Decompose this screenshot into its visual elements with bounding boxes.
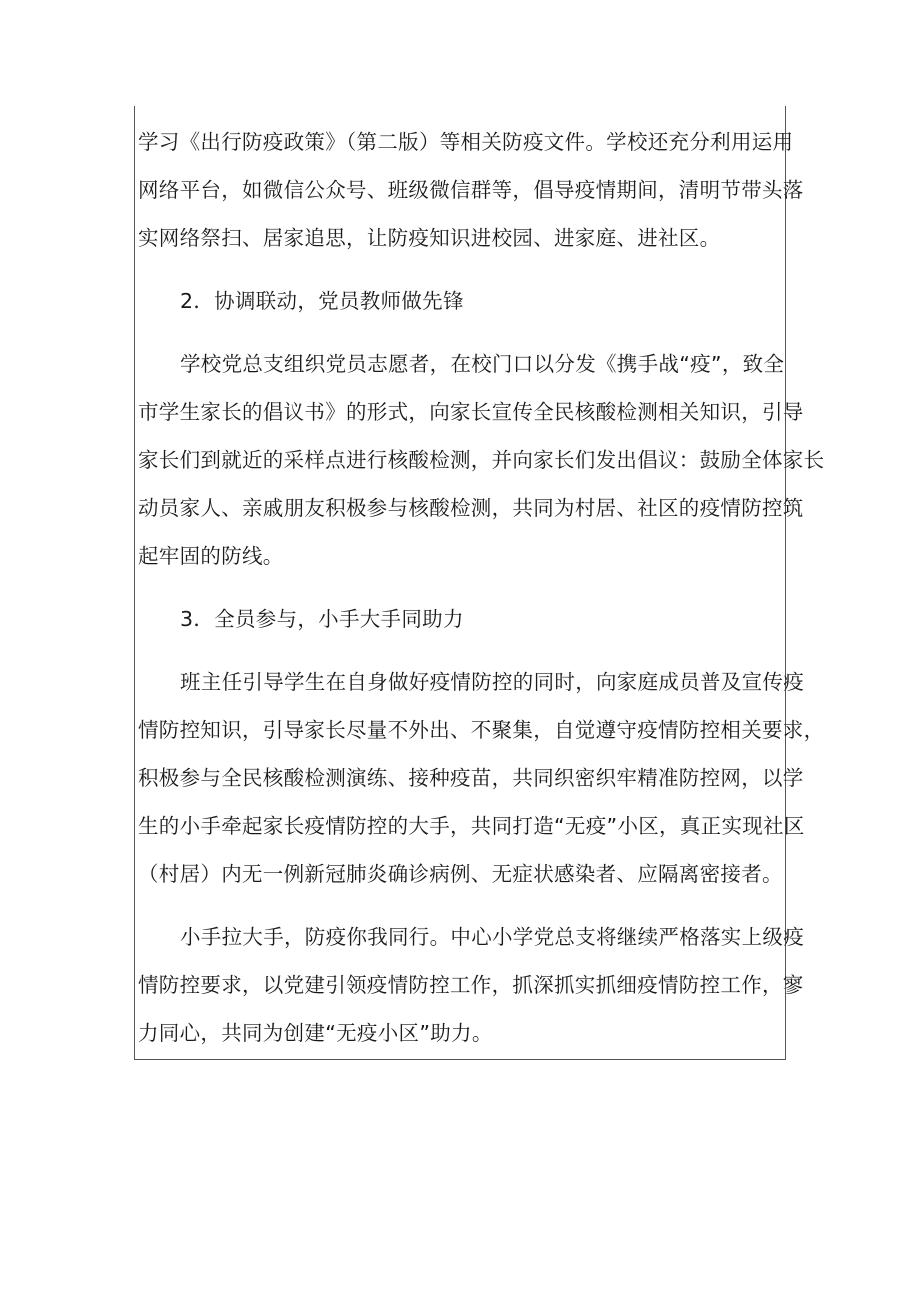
- paragraph-line: 起牢固的防线。: [138, 544, 284, 568]
- paragraph-line: 情防控知识，引导家长尽量不外出、不聚集，自觉遵守疫情防控相关要求，: [138, 718, 825, 742]
- paragraph-line: 动员家人、亲戚朋友积极参与核酸检测，共同为村居、社区的疫情防控筑: [138, 496, 804, 520]
- paragraph-line: 市学生家长的倡议书》的形式，向家长宣传全民核酸检测相关知识，引导: [138, 400, 804, 424]
- paragraph-line: 学校党总支组织党员志愿者，在校门口以分发《携手战“疫”，致全: [180, 352, 785, 376]
- paragraph-line: 力同心，共同为创建“无疫小区”助力。: [138, 1021, 493, 1045]
- document-body: [138, 118, 825, 1057]
- paragraph-line: 积极参与全民核酸检测演练、接种疫苗，共同织密织牢精准防控网，以学: [138, 766, 804, 790]
- section-heading-2: 2．协调联动，党员教师做先锋: [180, 289, 464, 313]
- paragraph-line: 实网络祭扫、居家追思，让防疫知识进校园、进家庭、进社区。: [138, 226, 721, 250]
- paragraph-line: 学习《出行防疫政策》（第二版）等相关防疫文件。学校还充分利用运用: [138, 130, 794, 154]
- paragraph-line: 小手拉大手，防疫你我同行。中心小学党总支将继续严格落实上级疫: [180, 925, 804, 949]
- paragraph-line: 情防控要求，以党建引领疫情防控工作，抓深抓实抓细疫情防控工作，寥: [138, 973, 804, 997]
- paragraph-line: 家长们到就近的采样点进行核酸检测，并向家长们发出倡议：鼓励全体家长: [138, 448, 825, 472]
- paragraph-line: 生的小手牵起家长疫情防控的大手，共同打造“无疫”小区，真正实现社区: [138, 814, 805, 838]
- section-heading-3: 3．全员参与，小手大手同助力: [180, 607, 464, 631]
- paragraph-line: （村居）内无一例新冠肺炎确诊病例、无症状感染者、应隔离密接者。: [138, 862, 783, 886]
- paragraph-line: 网络平台，如微信公众号、班级微信群等，倡导疫情期间，清明节带头落: [138, 178, 804, 202]
- paragraph-line: 班主任引导学生在自身做好疫情防控的同时，向家庭成员普及宣传疫: [180, 670, 804, 694]
